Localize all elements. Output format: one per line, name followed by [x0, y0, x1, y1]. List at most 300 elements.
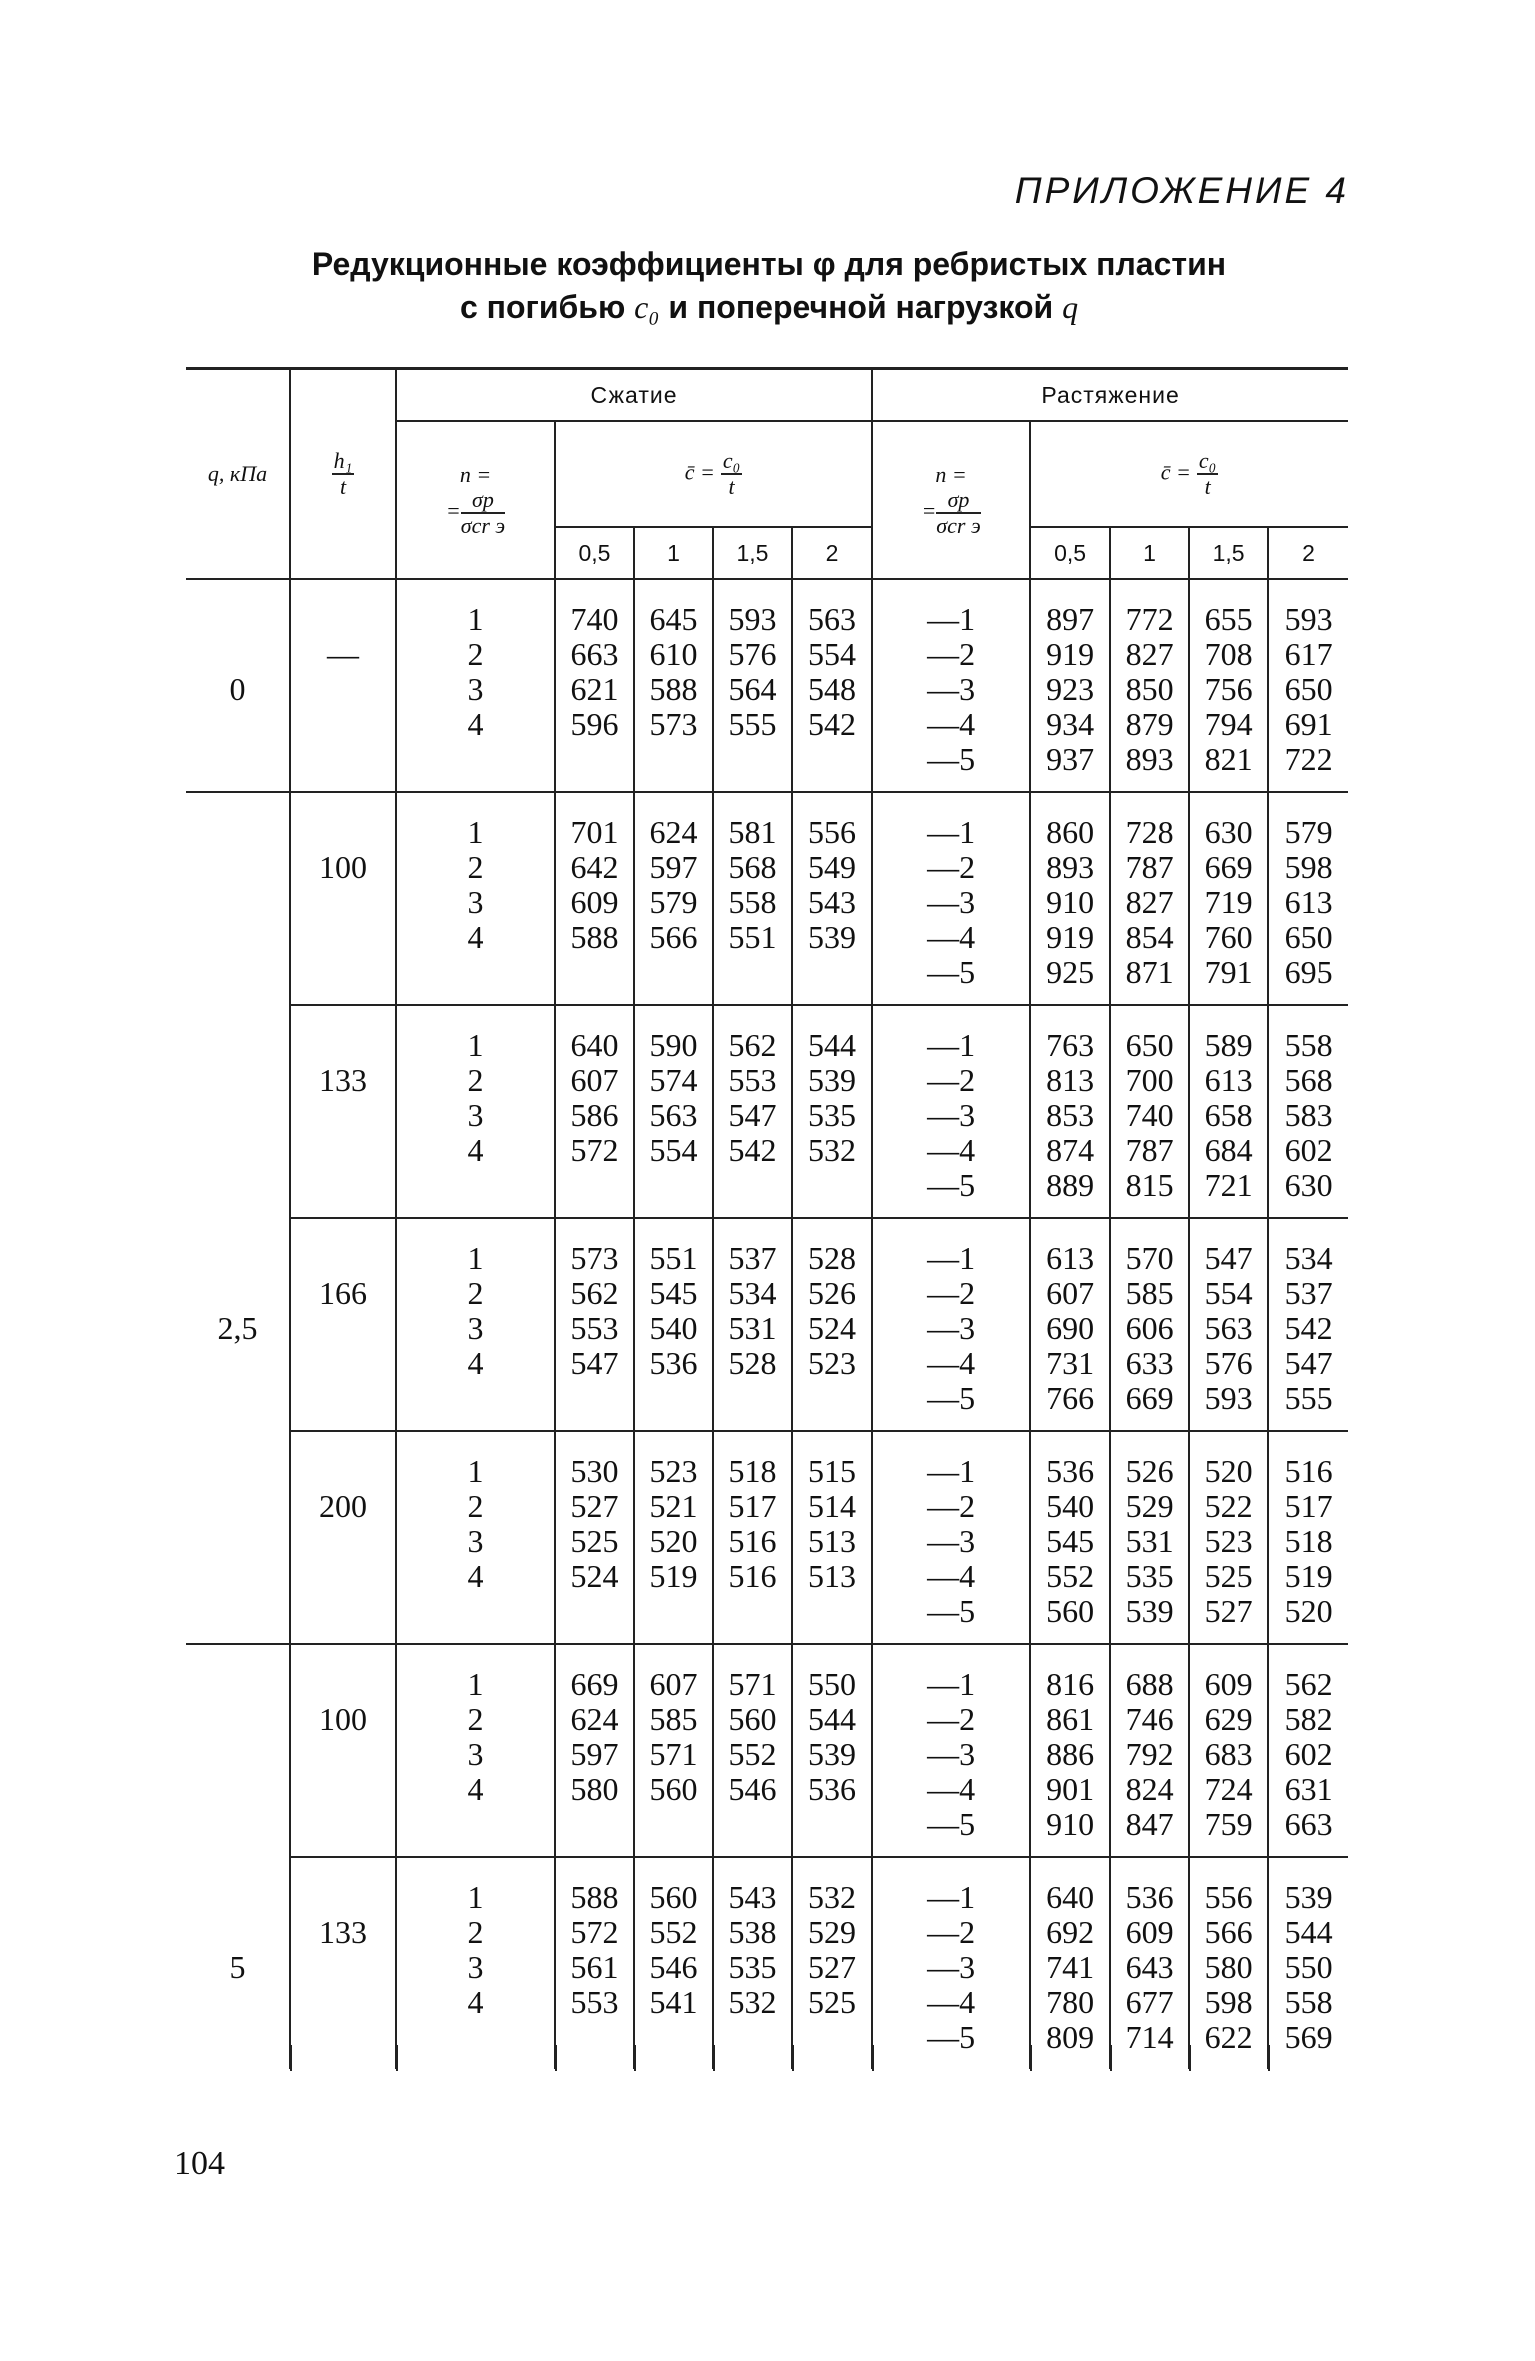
- phi-value: 580: [1204, 1949, 1253, 1985]
- n-value: —4: [927, 1132, 976, 1168]
- phi-value: 554: [649, 1132, 698, 1168]
- phi-value: 719: [1204, 884, 1253, 920]
- phi-value: 780: [1046, 1984, 1095, 2020]
- cell-h: [290, 1431, 396, 1644]
- n-value: 2: [467, 1701, 484, 1737]
- phi-value: 562: [1284, 1666, 1333, 1702]
- title-line-2: [180, 286, 1358, 329]
- tick: [713, 2045, 715, 2071]
- cell-h: [290, 792, 396, 1005]
- phi-value: 541: [649, 1984, 698, 2020]
- n-value: 1: [467, 1879, 484, 1915]
- phi-value: 593: [728, 601, 777, 637]
- phi-value: 695: [1284, 954, 1333, 990]
- phi-value: 609: [1204, 1666, 1253, 1702]
- phi-value: 536: [1046, 1453, 1095, 1489]
- phi-value: 650: [1284, 919, 1333, 955]
- phi-value: 527: [570, 1488, 619, 1524]
- n-value: —2: [927, 1062, 976, 1098]
- header-h-over-t: [290, 369, 396, 580]
- cell-n-tension: [872, 1644, 1030, 1857]
- phi-value: 588: [570, 919, 619, 955]
- phi-value: 617: [1284, 636, 1333, 672]
- n-value: 3: [467, 1523, 484, 1559]
- cell-n-tension: [872, 579, 1030, 792]
- header-n-tension: [872, 421, 1030, 579]
- cell-tension-col: [1110, 579, 1189, 792]
- c-value-2: 2: [792, 527, 872, 579]
- phi-value: 542: [728, 1132, 777, 1168]
- n-value: —3: [927, 1523, 976, 1559]
- tick: [1110, 2045, 1112, 2071]
- phi-value: 640: [570, 1027, 619, 1063]
- cell-tension-col: [1189, 792, 1268, 1005]
- table-row: [186, 1644, 1348, 1857]
- phi-value: 535: [728, 1949, 777, 1985]
- phi-value: 549: [808, 849, 857, 885]
- phi-value: 582: [1284, 1701, 1333, 1737]
- phi-value: 532: [808, 1132, 857, 1168]
- phi-value: 514: [808, 1488, 857, 1524]
- phi-value: 910: [1046, 1806, 1095, 1842]
- cell-compression-col: [634, 1431, 713, 1644]
- phi-value: 893: [1046, 849, 1095, 885]
- cell-tension-col: [1030, 1005, 1110, 1218]
- phi-value: 579: [649, 884, 698, 920]
- phi-value: 537: [1284, 1275, 1333, 1311]
- phi-value: 520: [1284, 1593, 1333, 1629]
- n-value: 3: [467, 884, 484, 920]
- phi-value: 791: [1204, 954, 1253, 990]
- phi-value: 513: [808, 1558, 857, 1594]
- phi-value: 809: [1046, 2019, 1095, 2055]
- phi-value: 536: [1125, 1879, 1174, 1915]
- phi-value: 879: [1125, 706, 1174, 742]
- phi-value: 690: [1046, 1310, 1095, 1346]
- n-value: —3: [927, 1097, 976, 1133]
- phi-value: 923: [1046, 671, 1095, 707]
- phi-value: 630: [1204, 814, 1253, 850]
- phi-value: 650: [1125, 1027, 1174, 1063]
- phi-value: 631: [1284, 1771, 1333, 1807]
- tick: [634, 2045, 636, 2071]
- phi-value: 597: [649, 849, 698, 885]
- cell-n-compression: [396, 579, 555, 792]
- cell-q: [186, 1857, 290, 2069]
- n-value: —3: [927, 1310, 976, 1346]
- phi-value: 517: [728, 1488, 777, 1524]
- phi-value: 521: [649, 1488, 698, 1524]
- phi-value: 663: [1284, 1806, 1333, 1842]
- cell-q: [186, 1431, 290, 1644]
- cell-tension-col: [1030, 1431, 1110, 1644]
- phi-value: 531: [728, 1310, 777, 1346]
- header-h-den: t: [339, 474, 347, 499]
- header-q-label: q, кПа: [207, 460, 268, 486]
- cell-compression-col: [634, 579, 713, 792]
- n-num-t: σp: [936, 488, 980, 514]
- phi-value: 597: [570, 1736, 619, 1772]
- n-value: —5: [927, 1380, 976, 1416]
- phi-value: 544: [808, 1027, 857, 1063]
- phi-value: 588: [570, 1879, 619, 1915]
- cell-compression-col: [792, 1644, 872, 1857]
- phi-value: 563: [808, 601, 857, 637]
- phi-value: 568: [728, 849, 777, 885]
- c-value-1-5-t: 1,5: [1189, 527, 1268, 579]
- phi-value: 558: [1284, 1984, 1333, 2020]
- table-header: [186, 369, 1348, 580]
- phi-value: 523: [649, 1453, 698, 1489]
- phi-value: 669: [1204, 849, 1253, 885]
- phi-value: 536: [649, 1345, 698, 1381]
- phi-value: 573: [570, 1240, 619, 1276]
- cell-h: [290, 579, 396, 792]
- phi-value: 545: [649, 1275, 698, 1311]
- cell-compression-col: [792, 1218, 872, 1431]
- cell-compression-col: [792, 1431, 872, 1644]
- phi-value: 596: [570, 706, 619, 742]
- phi-value: 529: [808, 1914, 857, 1950]
- cell-tension-col: [1268, 579, 1348, 792]
- phi-value: 539: [808, 1062, 857, 1098]
- phi-value: 546: [728, 1771, 777, 1807]
- phi-value: 540: [1046, 1488, 1095, 1524]
- phi-value: 539: [808, 1736, 857, 1772]
- n-value: —4: [927, 1771, 976, 1807]
- phi-value: 553: [728, 1062, 777, 1098]
- phi-value: 650: [1284, 671, 1333, 707]
- n-value: —5: [927, 2019, 976, 2055]
- n-den-t: σcr э: [936, 513, 981, 538]
- cell-compression-col: [555, 1218, 634, 1431]
- phi-value: 553: [570, 1984, 619, 2020]
- cell-compression-col: [792, 579, 872, 792]
- cell-n-compression: [396, 1431, 555, 1644]
- cell-compression-col: [555, 1005, 634, 1218]
- phi-value: 560: [649, 1771, 698, 1807]
- n-value: 2: [467, 1275, 484, 1311]
- phi-value: 579: [1284, 814, 1333, 850]
- phi-value: 934: [1046, 706, 1095, 742]
- phi-value: 566: [649, 919, 698, 955]
- phi-value: 663: [570, 636, 619, 672]
- cell-tension-col: [1189, 1005, 1268, 1218]
- phi-value: 572: [570, 1914, 619, 1950]
- cell-compression-col: [634, 1218, 713, 1431]
- phi-value: 585: [649, 1701, 698, 1737]
- phi-value: 524: [808, 1310, 857, 1346]
- phi-value: 847: [1125, 1806, 1174, 1842]
- phi-value: 576: [1204, 1345, 1253, 1381]
- phi-value: 589: [1204, 1027, 1253, 1063]
- phi-value: 598: [1204, 1984, 1253, 2020]
- table-row: [186, 1431, 1348, 1644]
- c-num-t: c₀: [1198, 448, 1217, 473]
- phi-value: 669: [1125, 1380, 1174, 1416]
- phi-value: 570: [1125, 1240, 1174, 1276]
- phi-value: 563: [1204, 1310, 1253, 1346]
- phi-value: 655: [1204, 601, 1253, 637]
- phi-value: 529: [1125, 1488, 1174, 1524]
- n-value: —4: [927, 1345, 976, 1381]
- phi-value: 684: [1204, 1132, 1253, 1168]
- cell-compression-col: [713, 1005, 792, 1218]
- phi-value: 607: [1046, 1275, 1095, 1311]
- n-value: —1: [927, 814, 976, 850]
- n-value: —3: [927, 884, 976, 920]
- q-value: 0: [229, 671, 246, 707]
- phi-value: 714: [1125, 2019, 1174, 2055]
- cell-compression-col: [713, 792, 792, 1005]
- phi-value: 537: [728, 1240, 777, 1276]
- phi-value: 552: [649, 1914, 698, 1950]
- phi-value: 576: [728, 636, 777, 672]
- header-q: [186, 369, 290, 580]
- appendix-label: ПРИЛОЖЕНИЕ 4: [1014, 170, 1349, 211]
- cell-compression-col: [634, 1644, 713, 1857]
- phi-value: 792: [1125, 1736, 1174, 1772]
- phi-value: 815: [1125, 1167, 1174, 1203]
- title-c0: c₀: [634, 289, 660, 325]
- phi-value: 688: [1125, 1666, 1174, 1702]
- phi-value: 552: [728, 1736, 777, 1772]
- cell-compression-col: [792, 1005, 872, 1218]
- n-value: —3: [927, 1736, 976, 1772]
- phi-value: 642: [570, 849, 619, 885]
- phi-value: 728: [1125, 814, 1174, 850]
- phi-value: 564: [728, 671, 777, 707]
- phi-value: 562: [570, 1275, 619, 1311]
- phi-value: 740: [570, 601, 619, 637]
- cell-tension-col: [1030, 792, 1110, 1005]
- cell-n-tension: [872, 1431, 1030, 1644]
- phi-value: 691: [1284, 706, 1333, 742]
- phi-value: 724: [1204, 1771, 1253, 1807]
- cell-q: [186, 1005, 290, 1218]
- cell-n-tension: [872, 1857, 1030, 2069]
- phi-value: 772: [1125, 601, 1174, 637]
- phi-value: 763: [1046, 1027, 1095, 1063]
- phi-value: 897: [1046, 601, 1095, 637]
- phi-value: 554: [1204, 1275, 1253, 1311]
- phi-value: 708: [1204, 636, 1253, 672]
- n-value: —2: [927, 1701, 976, 1737]
- phi-value: 593: [1204, 1380, 1253, 1416]
- phi-value: 560: [649, 1879, 698, 1915]
- phi-value: 562: [728, 1027, 777, 1063]
- phi-value: 551: [649, 1240, 698, 1276]
- cell-tension-col: [1110, 1005, 1189, 1218]
- n-value: 2: [467, 1914, 484, 1950]
- n-value: 4: [467, 1132, 484, 1168]
- phi-value: 586: [570, 1097, 619, 1133]
- c-value-1-t: 1: [1110, 527, 1189, 579]
- phi-value: 534: [728, 1275, 777, 1311]
- table-row: [186, 579, 1348, 792]
- phi-value: 609: [570, 884, 619, 920]
- cell-compression-col: [713, 1857, 792, 2069]
- n-value: 4: [467, 919, 484, 955]
- cell-tension-col: [1030, 579, 1110, 792]
- n-value: 3: [467, 1949, 484, 1985]
- cell-tension-col: [1110, 1218, 1189, 1431]
- h-value: 100: [319, 849, 367, 885]
- phi-value: 516: [728, 1558, 777, 1594]
- phi-value: 593: [1284, 601, 1333, 637]
- phi-value: 886: [1046, 1736, 1095, 1772]
- title-line-2-pre: с погибью: [459, 289, 635, 325]
- table-row: [186, 792, 1348, 1005]
- phi-value: 860: [1046, 814, 1095, 850]
- phi-value: 850: [1125, 671, 1174, 707]
- cell-n-compression: [396, 1005, 555, 1218]
- phi-value: 552: [1046, 1558, 1095, 1594]
- phi-value: 554: [808, 636, 857, 672]
- phi-value: 542: [808, 706, 857, 742]
- phi-value: 542: [1284, 1310, 1333, 1346]
- n-value: 3: [467, 1310, 484, 1346]
- cell-n-tension: [872, 792, 1030, 1005]
- n-value: —1: [927, 1027, 976, 1063]
- phi-value: 741: [1046, 1949, 1095, 1985]
- phi-value: 539: [1284, 1879, 1333, 1915]
- phi-value: 621: [570, 671, 619, 707]
- cell-q: [186, 1218, 290, 1431]
- phi-value: 555: [1284, 1380, 1333, 1416]
- c-den-t: t: [1204, 474, 1211, 499]
- n-value: —1: [927, 1879, 976, 1915]
- n-value: —1: [927, 1240, 976, 1276]
- c-den: t: [728, 474, 735, 499]
- title-q: q: [1062, 289, 1079, 325]
- n-value: 1: [467, 1453, 484, 1489]
- phi-value: 759: [1204, 1806, 1253, 1842]
- phi-value: 526: [808, 1275, 857, 1311]
- page-title: [180, 243, 1358, 329]
- cell-compression-col: [792, 1857, 872, 2069]
- phi-value: 532: [728, 1984, 777, 2020]
- n-value: 4: [467, 706, 484, 742]
- n-value: —4: [927, 919, 976, 955]
- phi-value: 643: [1125, 1949, 1174, 1985]
- phi-value: 534: [1284, 1240, 1333, 1276]
- phi-value: 590: [649, 1027, 698, 1063]
- n-value: —2: [927, 1488, 976, 1524]
- phi-value: 854: [1125, 919, 1174, 955]
- phi-value: 528: [808, 1240, 857, 1276]
- n-value: —3: [927, 1949, 976, 1985]
- n-value: —2: [927, 636, 976, 672]
- phi-value: 543: [808, 884, 857, 920]
- phi-value: 919: [1046, 636, 1095, 672]
- table-bottom-ticks: [186, 2045, 1348, 2071]
- phi-value: 550: [808, 1666, 857, 1702]
- q-value: 5: [229, 1948, 246, 1985]
- n-value: —5: [927, 1806, 976, 1842]
- phi-value: 556: [808, 814, 857, 850]
- phi-value: 622: [1204, 2019, 1253, 2055]
- phi-value: 517: [1284, 1488, 1333, 1524]
- cell-n-compression: [396, 1218, 555, 1431]
- phi-value: 548: [808, 671, 857, 707]
- cell-n-compression: [396, 1857, 555, 2069]
- cell-q: [186, 579, 290, 792]
- phi-value: 555: [728, 706, 777, 742]
- phi-value: 645: [649, 601, 698, 637]
- cell-compression-col: [713, 1218, 792, 1431]
- phi-value: 530: [570, 1453, 619, 1489]
- phi-value: 910: [1046, 884, 1095, 920]
- phi-value: 535: [1125, 1558, 1174, 1594]
- cell-tension-col: [1268, 1857, 1348, 2069]
- phi-value: 561: [570, 1949, 619, 1985]
- phi-value: 556: [1204, 1879, 1253, 1915]
- n-label: n =: [459, 462, 492, 487]
- c-value-1: 1: [634, 527, 713, 579]
- phi-value: 585: [1125, 1275, 1174, 1311]
- n-value: 1: [467, 1240, 484, 1276]
- phi-value: 527: [808, 1949, 857, 1985]
- tick: [1189, 2045, 1191, 2071]
- phi-value: 598: [1284, 849, 1333, 885]
- cell-tension-col: [1189, 1644, 1268, 1857]
- phi-value: 544: [808, 1701, 857, 1737]
- n-value: —5: [927, 1593, 976, 1629]
- n-value: 3: [467, 1736, 484, 1772]
- phi-value: 519: [1284, 1558, 1333, 1594]
- n-value: —1: [927, 601, 976, 637]
- n-value: 4: [467, 1558, 484, 1594]
- tick: [396, 2045, 398, 2071]
- n-den: σcr э: [460, 513, 506, 538]
- phi-value: 547: [1204, 1240, 1253, 1276]
- n-value: —4: [927, 1558, 976, 1594]
- n-eq-t: =: [921, 498, 937, 524]
- cell-compression-col: [713, 1644, 792, 1857]
- tick: [555, 2045, 557, 2071]
- phi-value: 580: [570, 1771, 619, 1807]
- phi-value: 901: [1046, 1771, 1095, 1807]
- phi-value: 588: [649, 671, 698, 707]
- phi-value: 633: [1125, 1345, 1174, 1381]
- phi-value: 571: [728, 1666, 777, 1702]
- phi-value: 756: [1204, 671, 1253, 707]
- cell-compression-col: [555, 579, 634, 792]
- cell-tension-col: [1110, 792, 1189, 1005]
- phi-value: 722: [1284, 741, 1333, 777]
- n-value: 4: [467, 1984, 484, 2020]
- phi-value: 547: [1284, 1345, 1333, 1381]
- cell-tension-col: [1189, 1218, 1268, 1431]
- n-value: —1: [927, 1453, 976, 1489]
- header-c-tension: [1030, 421, 1348, 527]
- cell-q: [186, 792, 290, 1005]
- phi-value: 531: [1125, 1523, 1174, 1559]
- n-value: 4: [467, 1771, 484, 1807]
- phi-value: 700: [1125, 1062, 1174, 1098]
- phi-value: 525: [808, 1984, 857, 2020]
- phi-value: 571: [649, 1736, 698, 1772]
- phi-value: 538: [728, 1914, 777, 1950]
- phi-value: 518: [728, 1453, 777, 1489]
- phi-value: 640: [1046, 1879, 1095, 1915]
- n-value: 2: [467, 1488, 484, 1524]
- c-value-0-5-t: 0,5: [1030, 527, 1110, 579]
- h-value: 100: [319, 1701, 367, 1737]
- cell-n-tension: [872, 1218, 1030, 1431]
- cell-n-compression: [396, 1644, 555, 1857]
